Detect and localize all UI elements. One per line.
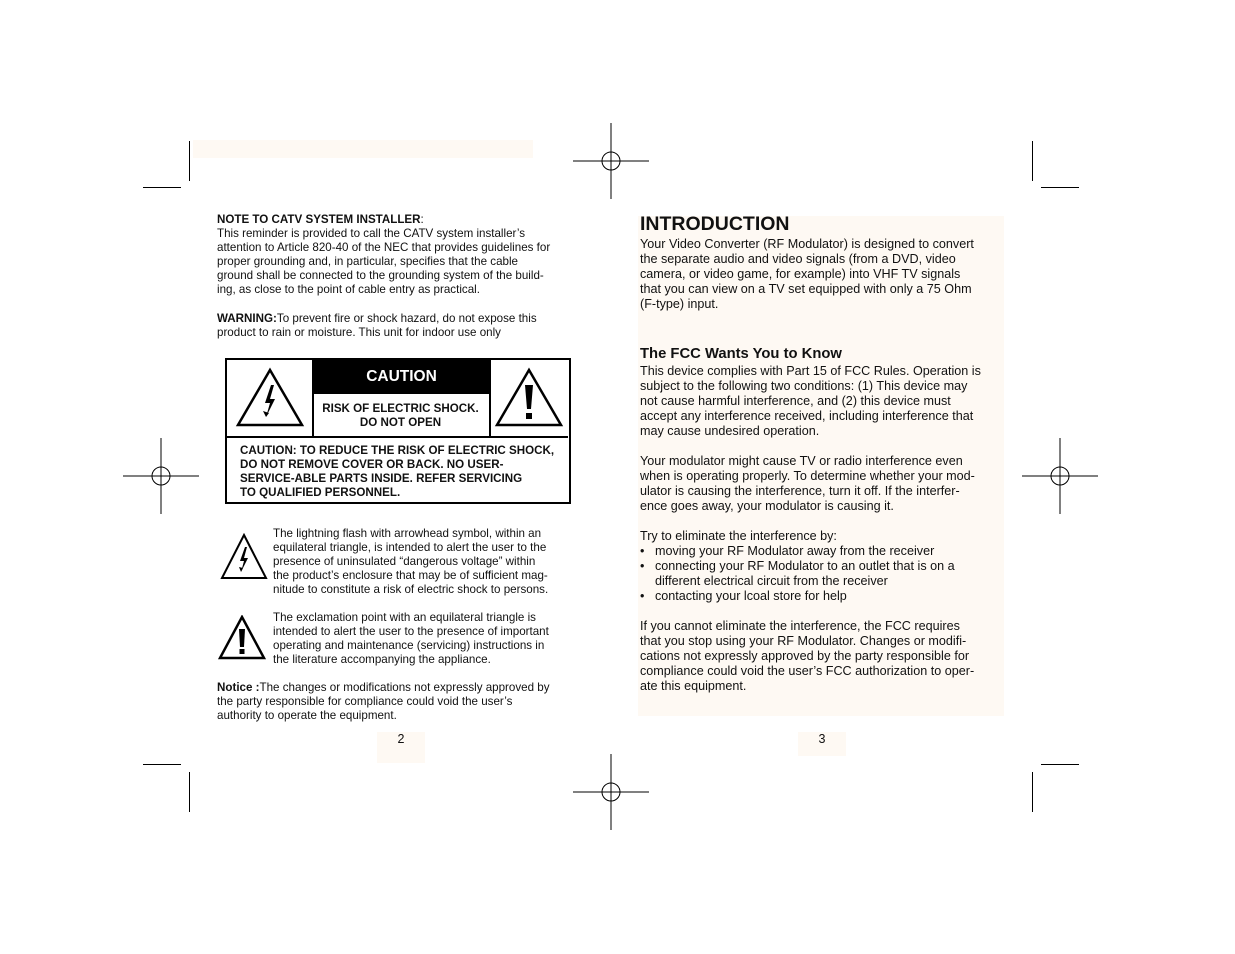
caution-label-box bbox=[225, 358, 571, 504]
installer-note-colon: : bbox=[420, 213, 424, 226]
top-tint-strip bbox=[193, 140, 533, 158]
page-title: INTRODUCTION bbox=[640, 213, 790, 235]
warning-note bbox=[217, 312, 592, 340]
crop-mark bbox=[1041, 764, 1079, 765]
registration-crosshair-icon bbox=[573, 754, 649, 830]
page-number: 2 bbox=[397, 732, 405, 746]
intro-body: Your Video Converter (RF Modulator) is designed to convert the separate audio and video signals (from a DVD, video camera, or video game, for example) into VHF TV signals that you can view on a TV set equipped with only a 75 Ohm (F-type) input. bbox=[640, 237, 974, 311]
fcc-paragraph: This device complies with Part 15 of FCC Rules. Operation is subject to the following two conditions: (1) This device may not cause harmful interference, and (2) this device must accept any interference received, including interference that may cause undesired operation. bbox=[640, 364, 981, 438]
caution-header: CAUTION bbox=[366, 368, 437, 385]
registration-crosshair-icon bbox=[123, 438, 199, 514]
list-item: • connecting your RF Modulator to an outlet that is on a different electrical circuit from the receiver bbox=[640, 559, 1008, 589]
crop-mark bbox=[1032, 141, 1033, 181]
caution-header-cell bbox=[312, 360, 491, 394]
lightning-triangle-icon bbox=[235, 367, 305, 429]
installer-note-body: This reminder is provided to call the CATV system installer’s attention to Article 820-40 of the NEC that provides guidelines for proper grounding and, in particular, specifies that the cable ground shall be connected to the grounding system of the build- ing, as close to the point of cable entry as practical. bbox=[217, 227, 551, 296]
fcc-paragraph: Your modulator might cause TV or radio interference even when is operating properly. To determine whether your mod- ulator is causing the interference, turn it off. If the interfer- ence goes away, your modulator is causing it. bbox=[640, 454, 975, 513]
notice-note bbox=[217, 681, 592, 723]
fcc-heading: The FCC Wants You to Know bbox=[640, 346, 842, 362]
caution-statement: CAUTION: TO REDUCE THE RISK OF ELECTRIC SHOCK, DO NOT REMOVE COVER OR BACK. NO USER- SERVICE-ABLE PARTS INSIDE. REFER SERVICING TO QUALIFIED PERSONNEL. bbox=[240, 444, 555, 499]
registration-crosshair-icon bbox=[1022, 438, 1098, 514]
notice-body: The changes or modifications not expressly approved by the party responsible for compliance could void the user’s authority to operate the equipment. bbox=[217, 681, 550, 722]
lightning-explanation: The lightning flash with arrowhead symbol, within an equilateral triangle, is intended to alert the user to the presence of uninsulated “dangerous voltage” within the product’s enclosure that may be of sufficient mag- nitude to constitute a risk of electric shock to persons. bbox=[273, 527, 549, 596]
crop-mark bbox=[143, 764, 181, 765]
caution-risk-cell bbox=[312, 392, 491, 438]
warning-label: WARNING: bbox=[217, 312, 277, 325]
notice-label: Notice : bbox=[217, 681, 260, 694]
installer-note bbox=[217, 213, 592, 297]
fcc-paragraph: If you cannot eliminate the interference, the FCC requires that you stop using your RF Modulator. Changes or modifi- cations not expressly approved by the party responsible for compliance could void the user’s FCC authorization to oper- ate this equipment. bbox=[640, 619, 975, 693]
installer-note-title: NOTE TO CATV SYSTEM INSTALLER bbox=[217, 213, 421, 226]
caution-risk-line1: RISK OF ELECTRIC SHOCK. bbox=[322, 402, 479, 415]
crop-mark bbox=[1032, 772, 1033, 812]
fcc-bullet-list bbox=[640, 544, 1008, 604]
exclamation-explanation: The exclamation point with an equilateral triangle is intended to alert the user to the presence of important operating and maintenance (servicing) instructions in the literature accompanying the appliance. bbox=[273, 611, 549, 666]
exclamation-triangle-icon bbox=[494, 367, 564, 429]
crop-mark bbox=[189, 772, 190, 812]
crop-mark bbox=[143, 187, 181, 188]
page-number: 3 bbox=[818, 732, 826, 746]
exclamation-triangle-icon bbox=[218, 615, 266, 661]
warning-body: To prevent fire or shock hazard, do not expose this product to rain or moisture. This unit for indoor use only bbox=[217, 312, 537, 339]
registration-crosshair-icon bbox=[573, 123, 649, 199]
lightning-triangle-icon bbox=[220, 533, 268, 581]
list-item: • contacting your lcoal store for help bbox=[640, 589, 1008, 604]
caution-lightning-cell bbox=[227, 360, 314, 438]
crop-mark bbox=[189, 141, 190, 181]
caution-exclamation-cell bbox=[489, 360, 568, 438]
list-item: • moving your RF Modulator away from the receiver bbox=[640, 544, 1008, 559]
crop-mark bbox=[1041, 187, 1079, 188]
caution-risk-line2: DO NOT OPEN bbox=[359, 416, 442, 429]
fcc-try-intro: Try to eliminate the interference by: bbox=[640, 529, 837, 543]
